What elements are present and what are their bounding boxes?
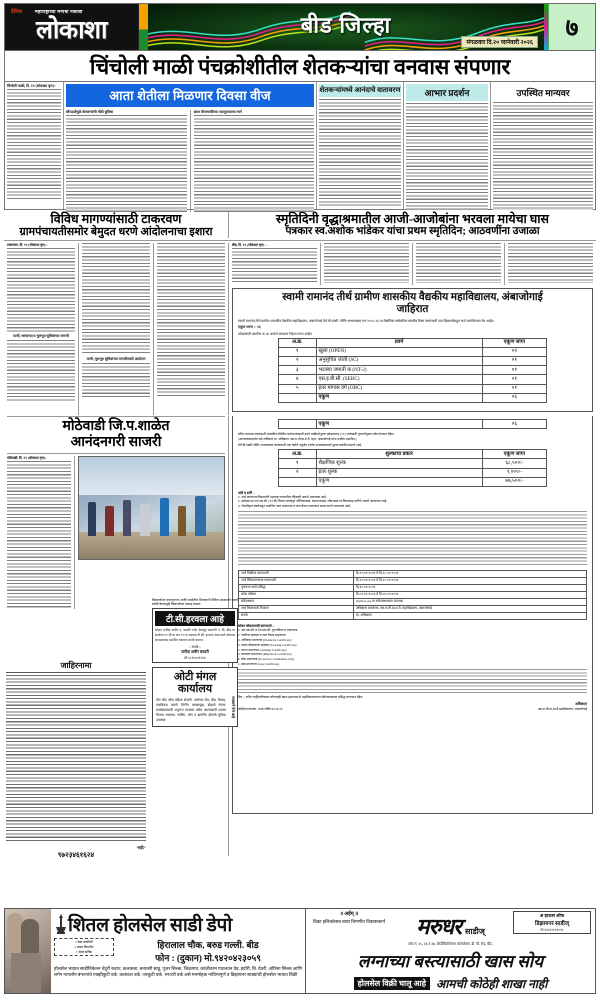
cell-fee-type: इतर शुल्क	[316, 468, 482, 477]
lamp-icon	[54, 913, 68, 935]
marudhar-branch-note: आमची कोठेही शाखा नाही	[435, 977, 548, 991]
advert-footer-note: टिप :- वरील जाहिरातीबाबत कोणताही बदल झाल्यास तो महाविद्यालयाच्या संकेतस्थळावर प्रसिद्ध करण्यात येईल.	[238, 694, 364, 699]
table-row	[239, 577, 587, 584]
cell-amount: ६८,५००/-	[482, 459, 546, 468]
story2-title-line1: विविध मागण्यांसाठी टाकरवण	[50, 212, 182, 226]
college-advert-bottom	[232, 416, 593, 814]
lead-col2-head-b: आता वीजमाफीच्या पाठपुराव्याचा मार्ग	[193, 110, 242, 114]
lead-headline-band	[4, 51, 596, 82]
middle-region	[4, 243, 596, 415]
lead-subhead-1: शेतकऱ्यांमध्ये आनंदाचे वातावरण	[319, 84, 401, 97]
photo-figure	[178, 506, 186, 536]
cell-fee-type: शैक्षणिक शुल्क	[316, 459, 482, 468]
adbox-ts-body: सोबत फरीदा शमीर ए. कादरी यांचे, बेलापूर खाजगी न. वि. बीड या शाळेचा १० वी चा सन २००४ सालचा टी.सी. हरवला असल्याने कोणास सापडल्यास खालील नंबरवर संपर्क करावा.	[155, 628, 236, 642]
story3-title-wrap	[229, 212, 596, 238]
docs-head: सोबत जोडावयाची कागदपत्रे :-	[238, 624, 275, 629]
cell-total-label: एकूण	[316, 477, 482, 486]
story3-col1	[232, 248, 317, 282]
adbox-oti-body: स्टेट बँक ऑफ इंडिया शेजारी, नालेगाव रोड, बीड. विवाह, वाढदिवस, बारसे, मिटींग, साखरपुडा, डोहाळे जेवण, कार्यक्रमासाठी अनुरूप व्यवस्था तसेच आरामदायी प्रशस्त निवास व्यवस्था, पार्किंग, लॉन व डायनिंग हॉलची सुविधा उपलब्ध.	[156, 698, 226, 723]
fee-table	[278, 449, 547, 486]
doc-item: ५. प्रयत्न प्रमाणपत्र (Attempt Certificate)	[238, 647, 287, 652]
advert-seats-line: एकूण जागा :- ०६	[238, 325, 261, 330]
doc-item: ४. शाळा सोडल्याचा दाखला (Leaving Certificate)	[238, 642, 297, 647]
table-row	[239, 606, 587, 613]
lead-body-2b	[194, 115, 315, 212]
story4-title-line2: आनंदनगरी साजरी	[70, 434, 162, 450]
cell-value: दि.२०/०१/२०२६ ते दि.२८/०१/२०२६	[353, 577, 586, 584]
cell-sr: १	[279, 348, 317, 357]
story2-col1	[7, 248, 75, 332]
advert-note-line: प्रवेशासाठी खालील अ. क्र. प्रमाणे आरक्षण निहाय जागा आहेत.	[238, 332, 313, 337]
cell-sr: ३	[279, 366, 317, 375]
college-advert-top	[232, 288, 593, 412]
thanks-head: आभार प्रदर्शन	[406, 84, 488, 101]
advert-title: स्वामी रामानंद तीर्थ ग्रामीण शासकीय वैद्यकीय महाविद्यालय, अंबाजोगाई	[282, 292, 543, 304]
story3-and-advert	[229, 243, 596, 415]
table-header-row	[279, 339, 547, 348]
seats-table-wrap	[238, 338, 587, 403]
doc-item: २. जातीचा दाखला व जात वैधता प्रमाणपत्र	[238, 633, 286, 638]
cell-label: गुणवत्ता यादी प्रसिद्ध	[239, 584, 354, 591]
cell-category: इतर मागास वर्ग (OBC)	[316, 384, 482, 393]
advert-sign-org: स्वा.रा.ती.ग्रा.शा.वै.महाविद्यालय, अंबाजोगाई	[538, 706, 587, 711]
divider	[4, 240, 596, 241]
newspaper-logo	[5, 4, 139, 50]
notice-body	[6, 675, 146, 843]
cell-sr: २	[279, 468, 317, 477]
page-number: ७	[565, 15, 579, 42]
seats-total-table	[278, 419, 547, 429]
story2-col2b	[82, 363, 150, 397]
cell-label: संपर्क	[239, 613, 354, 620]
lead-body-3	[319, 99, 401, 207]
story4-photo	[78, 456, 225, 560]
guests-body	[493, 102, 593, 211]
table-header-row	[279, 450, 547, 459]
marudhar-brand-name: मरुधर	[416, 914, 462, 939]
photo-figure	[160, 498, 169, 536]
story2-dateline: टाकरवण, दि. १९ (लोकाशा वृत्त):-	[7, 243, 48, 248]
cell-seats: ०१	[482, 384, 546, 393]
notice-block	[6, 660, 146, 860]
ad-marudhar-sarees	[306, 909, 595, 993]
cell-value: दि.३०/०१/२०२६	[353, 584, 586, 591]
column-rule	[74, 456, 75, 609]
th-seats: एकूण जागा	[482, 339, 546, 348]
story3-body	[232, 243, 593, 285]
table-row	[239, 599, 587, 606]
table-row	[279, 384, 547, 393]
photo-figure	[88, 502, 96, 536]
conditions-list	[238, 495, 587, 509]
lead-col-1	[5, 82, 63, 209]
table-row	[239, 591, 587, 598]
advert-sign-name: अधिष्ठाता	[575, 701, 587, 706]
column-rule	[190, 110, 191, 212]
adbox-ts-wrap	[152, 598, 238, 727]
cell-total-value: ७७,५००/-	[482, 477, 546, 486]
advert-signature-row	[238, 702, 587, 711]
table-row	[279, 459, 547, 468]
seats-table-body	[279, 348, 547, 403]
lead-body-1	[7, 89, 61, 201]
adbox-ts-sign-label: -: संपर्क :-	[188, 645, 202, 650]
cell-seats: ०१	[482, 375, 546, 384]
seats-table	[278, 338, 547, 403]
table-row	[279, 366, 547, 375]
cell-sr: २	[279, 357, 317, 366]
footer-advertisements	[4, 908, 596, 994]
table-row	[239, 584, 587, 591]
fee-table-wrap	[238, 449, 587, 486]
lead-col2-head-a: सौरऊर्जेमुळे शेतकऱ्यांची मोठी सुविधा	[66, 110, 114, 114]
marudhar-brand-suffix: साडीज्	[465, 927, 485, 936]
cell-seats: ०१	[482, 366, 546, 375]
photo-ground	[79, 532, 224, 559]
table-total-row	[279, 477, 547, 486]
story3-col2	[324, 243, 409, 283]
story2-body	[4, 243, 228, 415]
table-row	[279, 468, 547, 477]
cell-category: एस.इ.बी.सी. (SEBC)	[316, 375, 482, 384]
cell-label: अर्ज स्विकारण्याचा कालावधी	[239, 577, 354, 584]
lead-story-row	[4, 82, 596, 210]
photo-figure	[195, 496, 206, 536]
doc-item: ७. सेवा प्रमाणपत्र (In-service Candidates only)	[238, 657, 295, 662]
thanks-body	[406, 103, 488, 211]
advert-subtitle: जाहिरात	[396, 304, 429, 316]
fee-table-body	[279, 459, 547, 486]
masthead-banner	[148, 4, 544, 50]
condition-item: २. उमेदवार हा एच.एस.सी. (१२ वी) विज्ञान शाखेतून भौतिकशास्त्र, रसायनशास्त्र, जीवशास्त्र या विषयांसह उत्तीर्ण असणे आवश्यक आहे.	[238, 499, 388, 504]
story2-title-line2: ग्रामपंचायतीसमोर बेमुदत धरणे आंदोलनाचा इशारा	[19, 226, 213, 238]
table-row	[279, 420, 547, 429]
cell-label: प्रवेश प्रक्रिया	[239, 591, 354, 598]
shital-address: हिरालाल चौक, बरुड गल्ली. बीड	[157, 940, 259, 950]
cell-sr: ४	[279, 375, 317, 384]
column-rule	[78, 243, 79, 415]
adbox-ts-head: टी.सी.हरवला आहे	[155, 611, 235, 626]
cell-amount: ९,०००/-	[482, 468, 546, 477]
cell-value: srtrmca.org या संकेतस्थळावर उपलब्ध	[353, 599, 586, 606]
condition-item: ३. नोंदणीकृत संस्थेकडून प्रमाणित जात प्रमाणपत्र व जात वैधता प्रमाणपत्र सादर करणे आवश्यक आहे.	[238, 503, 351, 508]
table-row	[239, 613, 587, 620]
story2-title-wrap	[4, 212, 228, 238]
guests-head: उपस्थित मान्यवर	[516, 88, 570, 98]
story2-subhead-1: पाणी, रस्त्याच्या व मूलभूत सुविधांच्या मागणी	[13, 334, 69, 339]
district-title: बीड जिल्हा	[300, 12, 392, 38]
story4-title-line1: मोठेवाडी जि.प.शाळेत	[62, 419, 170, 435]
doc-item: ३. अधिवास प्रमाणपत्र (Domicile Certificate)	[238, 637, 292, 642]
notice-head: जाहिरनामा	[6, 660, 146, 673]
masthead-color-bars	[139, 4, 148, 50]
cell-total-label: एकूण	[316, 420, 482, 429]
story4-col1	[7, 461, 71, 609]
cell-category: खुला (OPEN)	[316, 348, 482, 357]
story4-caption: विद्यार्थ्यांच्या कलागुणांना आणि शाळेतील शिक्षकांनी विविध उपक्रमाचे पदार्थ खरेदी केल्यामुळे विद्यार्थ्यांच्या उत्साह वाढला	[152, 598, 238, 607]
story2-col3	[157, 243, 225, 398]
cell-value: अधिष्ठाता कार्यालय, स्वा.रा.ती.ग्रा.श.वै. महाविद्यालय, अंबाजोगाई	[353, 606, 586, 613]
issue-date: मंगळवार दि.२० जानेवारी २०२६	[461, 36, 538, 48]
marudhar-corner-1: अ हाऊस ऑफ	[539, 913, 565, 918]
dates-table	[238, 570, 587, 621]
column-rule	[320, 243, 321, 285]
marudhar-corner-3: मो.९४२२२२२१०९१	[540, 928, 564, 932]
table-row	[279, 348, 547, 357]
notice-sign-label: -सही/-	[136, 845, 146, 850]
marudhar-slogan: लग्नाच्या बस्त्यासाठी खास सोय	[357, 952, 544, 971]
story4-body	[7, 456, 225, 609]
badge-line-2: ० स्वस्त किंमतीत	[74, 944, 94, 949]
advert-bullets	[238, 432, 587, 447]
lower-right	[229, 416, 596, 856]
shital-body-text: होलसेल भावात साडीनिकेतन चेंदुरी कटाट, कलकत्ता, बनारसी साडू, पूजर सिल्क, जिळगाव, कांजीवरम पाटलवन वेड, इंदोरी, बि. देवरी, ओरिसा सिल्क आणि लगेन नायलॉन बंगल्यांचे एक्झीकुटी वर्क, कलावल वर्क, जरकुटी वर्क, भरजरी वर्क असे मनमोहक नाविन्यपूर्ण व डिझायनर साड्यांची होलसेल भावात विक्री	[54, 966, 302, 977]
cell-category: अनुसूचित जाती (SC)	[316, 357, 482, 366]
th-sr: अ.क्र.	[279, 339, 317, 348]
advert-ref-no: जाहिरात क्रमांक : प्रशा/नर्सिंग/२०२६/१६	[238, 706, 283, 711]
cell-total-value: ०६	[482, 393, 546, 402]
cell-total-label: एकूण	[316, 393, 482, 402]
cell-sr: ५	[279, 384, 317, 393]
cell-total-value: ०६	[482, 420, 546, 429]
secondary-headlines-row	[4, 212, 596, 238]
th-sr: अ.क्र.	[279, 450, 317, 459]
story4-dateline: मोठेवाडी, दि. १९ (लोकाशा वृत्त):-	[7, 455, 48, 460]
masthead	[4, 3, 596, 51]
shital-badge	[54, 938, 114, 956]
adbox-ts-sign-name: फरीदा शमीर कादरी	[181, 649, 209, 655]
cell-label: अर्ज विक्रीचा कालावधी	[239, 570, 354, 577]
docs-list	[238, 628, 587, 666]
cell-label: अर्ज मिळण्याचे ठिकाण	[239, 606, 354, 613]
cell-value: दि.०२/०२/२०२६ ते दि.०६/०२/२०२६	[353, 591, 586, 598]
divider	[7, 453, 225, 454]
table-row	[279, 375, 547, 384]
notice-phone: ९७२३४६१६२४	[57, 851, 95, 859]
badge-line-1: ० बेस्ट क्वालिटी	[75, 940, 93, 944]
lead-body-2a	[66, 115, 187, 212]
table-row	[279, 357, 547, 366]
adbox-oti-head-2: कार्यालय	[177, 683, 213, 696]
marudhar-small-left: विक्रा हलिकोत्सव बाबा चिमणीत विकासकार्य	[312, 919, 386, 924]
table-total-row	[279, 393, 547, 402]
story3-dateline: बीड, दि. १९ (लोकाशा वृत्त) :-	[232, 243, 268, 248]
masthead-kicker: दैनिक	[11, 10, 23, 15]
lead-dateline: चिंचोली माळी, दि. १९ (लोकाशा वृत्त):-	[7, 84, 57, 88]
column-rule	[412, 243, 413, 285]
conditions-head: अटी व शर्ती :-	[238, 490, 255, 495]
column-rule	[504, 243, 505, 285]
th-category: प्रवर्ग	[316, 339, 482, 348]
th-fee-type: शुल्काचा प्रकार	[316, 450, 482, 459]
photo-sky	[79, 457, 224, 496]
cell-value: मा. अधिष्ठाता	[353, 613, 586, 620]
ad-shital-saree-depot	[5, 909, 306, 993]
story3-col3	[416, 243, 501, 283]
saree-models-photo	[5, 909, 51, 993]
masthead-tagline: महाराष्ट्राच्या मनाचा नकाशा	[35, 9, 83, 14]
cell-seats: ०२	[482, 348, 546, 357]
advert-bullet: (आरक्षणासंदर्भात सर्व अधिकार मा. अधिष्ठाता, स्वा.रा.ती.ग्रा.श.वै. महा., अंबाजोगाई यांना राखीव असतील.)	[238, 437, 357, 442]
doc-item: १. एस.एस.सी. व एच.एस.सी. गुणपत्रिका व प्रमाणपत्र	[238, 628, 298, 633]
photo-figure	[140, 504, 150, 536]
divider	[7, 416, 225, 417]
adbox-oti-side-note: भाड्याने देणे आहे	[231, 696, 235, 719]
story3-title-line2: पत्रकार स्व.अशोक भांडेकर यांचा प्रथम स्मृतिदिन; आठवणींना उजाळा	[285, 226, 540, 237]
adbox-ts-phone: मो.९८९०४९९१२४	[184, 656, 206, 661]
lead-col-2	[64, 82, 316, 209]
marudhar-corner-2: डिझायनर साडीज्	[535, 921, 569, 927]
shital-phone: फोन : (दुकान) मो.९४२०४२३०५९	[155, 953, 261, 963]
badge-line-3: ० सेल्स सर्विस	[76, 949, 92, 954]
adbox-lost-tc	[152, 608, 238, 663]
story3-col4	[508, 243, 593, 283]
th-amount: एकूण जागा	[482, 450, 546, 459]
doc-item: ६. स्थलांतर प्रमाणपत्र (Migration Certificate)	[238, 652, 292, 657]
story2-col1b	[7, 340, 75, 402]
cell-sr: १	[279, 459, 317, 468]
photo-figure	[123, 500, 131, 536]
advert-fee-note: येथे बि.एस्सी.नर्सिंग अभ्यासक्रम करावयाची एक वर्षाचे अनुज्ञेय शालेय अभ्यासक्रमाचे शुल्क खालील प्रमाणे आहे.	[238, 442, 362, 447]
cell-label: संकेतस्थळ	[239, 599, 354, 606]
adbox-oti-mangal	[152, 667, 238, 727]
adbox-oti-head-1: ओटी मंगल	[173, 671, 217, 684]
marudhar-address: शॉप नं. ३५, ३६ व ३७, शिर्डीसिटीसेन्टर कॉम्प्लेक्स, डी. पी. रोड, बीड.	[408, 942, 493, 946]
masthead-brand: लोकाशा	[35, 17, 108, 44]
cell-category: भटक्या जमाती क (NT-2)	[316, 366, 482, 375]
lead-headline: चिंचोली माळी पंचक्रोशीतील शेतकऱ्यांचा वनवास संपणार	[89, 54, 511, 79]
lead-blue-band: आता शेतीला मिळणार दिवसा वीज	[66, 84, 314, 107]
column-rule	[153, 243, 154, 415]
lead-col-4	[404, 82, 490, 209]
advert-tail-text	[238, 669, 587, 693]
lead-col-3	[317, 82, 403, 209]
cell-value: दि.२०/०१/२०२६ ते दि.२८/०१/२०२६	[353, 570, 586, 577]
photo-figure	[105, 506, 114, 536]
story2-subhead-2: पाणी, मूलभूत सुविधांच्या मागणीसाठी आंदोलन	[86, 357, 146, 362]
page-number-box	[548, 4, 595, 50]
condition-item: १. अर्ज करणाऱ्या विद्यार्थ्यांने महाराष्ट्र राज्यातील रहिवासी असणे आवश्यक आहे.	[238, 494, 327, 499]
marudhar-wholesale-tag: होलसेल विक्री चालू आहे	[354, 977, 430, 990]
story2-col2	[82, 243, 150, 355]
story3-title-line1: स्मृतिदिनी वृद्धाश्रमातील आजी-आजोबांना भरवला मायेचा घास	[275, 212, 549, 226]
advert-intro: स्वामी रामानंद तीर्थ ग्रामीण शासकीय वैद्यकीय महाविद्यालय, अंबाजोगाई येथे बी.एस्सी. नर्सिंग अभ्यासक्रम सन २०२५-२६ या शैक्षणिक वर्षाकरिता खालील रिक्त जागांसाठी पात्र विद्यार्थ्यांकडून अर्ज मागविण्यात येत आहेत.	[238, 319, 495, 324]
advert-bullet: वरील उपलब्ध जागांसाठी शासकीय सेवेतील कर्मचाऱ्यांसाठी प्रवर्ग राखीवतेनुसार उमेदवारांना (०१) जागेसाठी गुणवत्तेनुसार प्रवेश देण्यात येईल.	[238, 432, 395, 437]
shital-brand-name: शितल होलसेल साडी डेपो	[68, 915, 232, 936]
lead-col-5	[491, 82, 595, 209]
cell-seats: ०१	[482, 357, 546, 366]
marudhar-tagline: ॥ अर्हम् ॥	[340, 912, 358, 917]
doc-item: ८. खंड प्रमाणपत्र (Gap Certificate)	[238, 661, 280, 666]
advert-extra-text	[238, 511, 587, 567]
table-row	[239, 570, 587, 577]
